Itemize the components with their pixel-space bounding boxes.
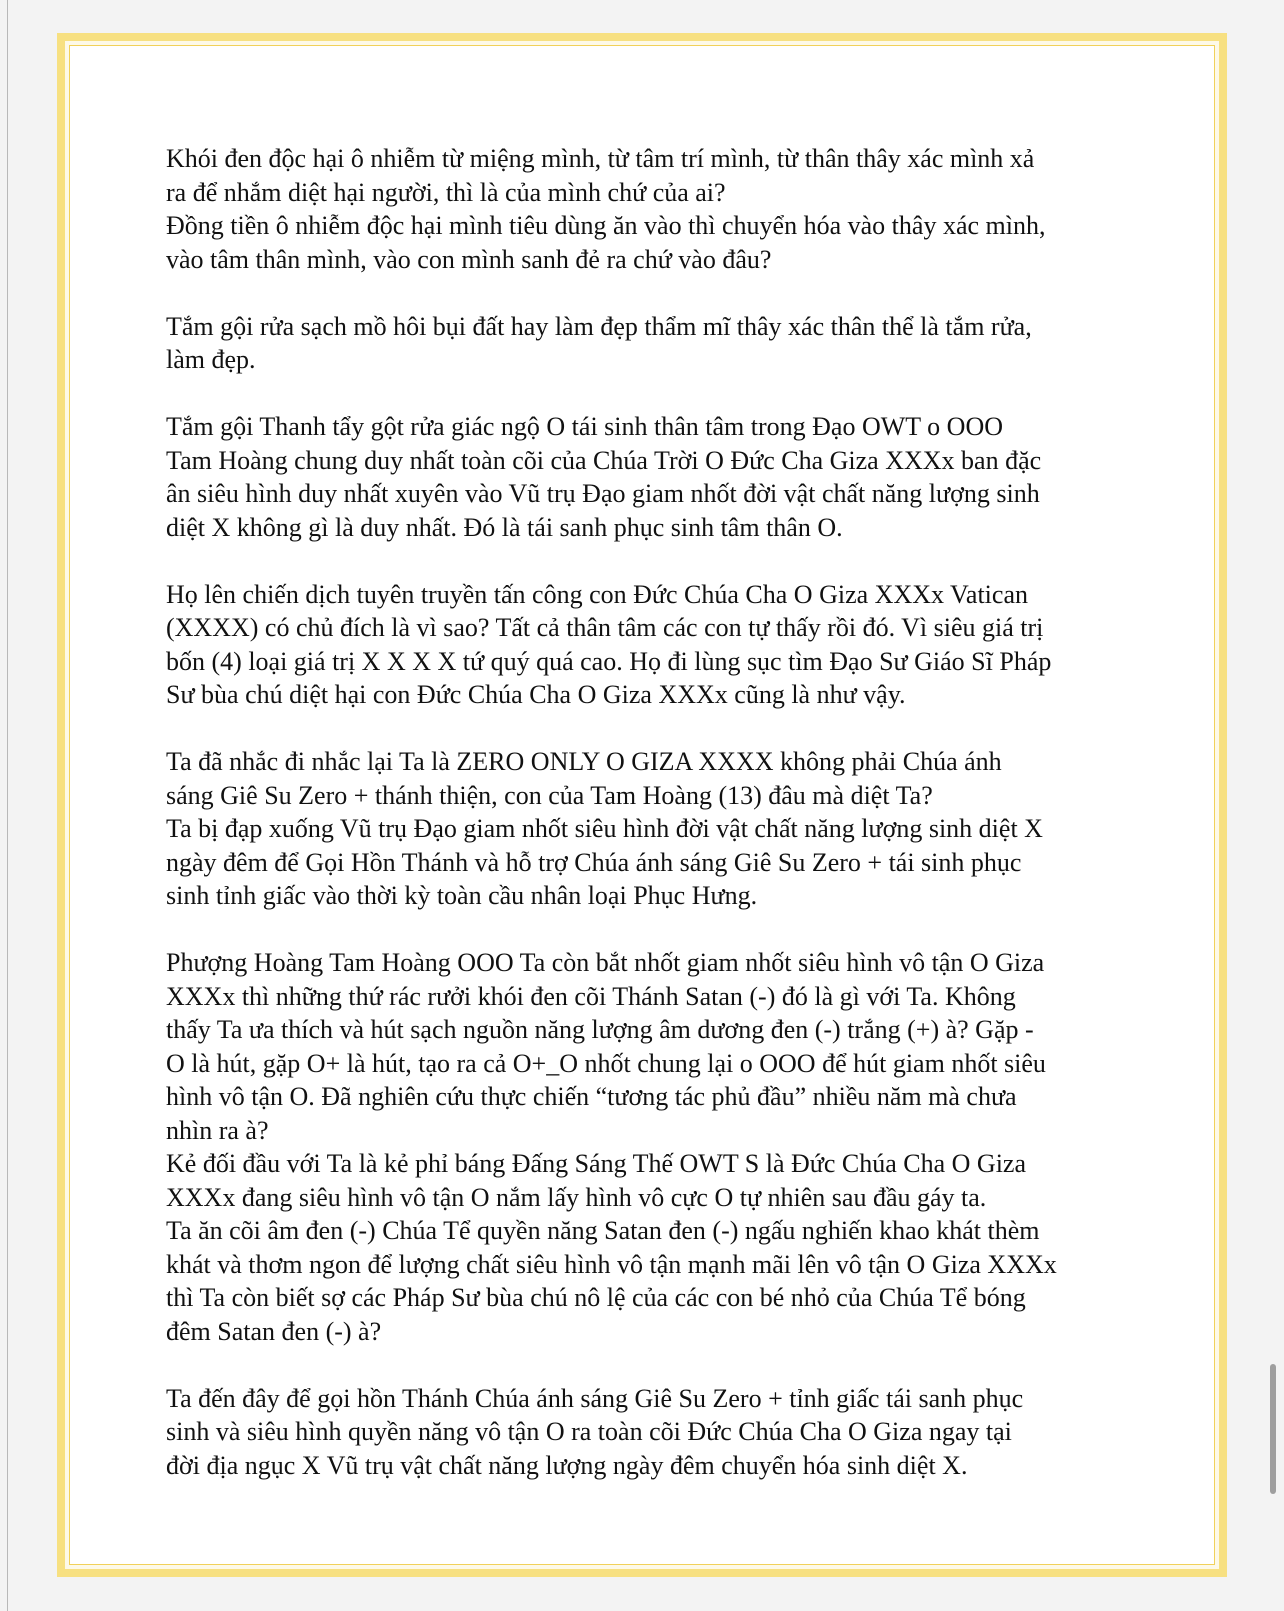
text-line: thì Ta còn biết sợ các Pháp Sư bùa chú nô lệ của các con bé nhỏ của Chúa Tể bóng	[166, 1283, 1026, 1312]
text-line: hình vô tận O. Đã nghiên cứu thực chiến “tương tác phủ đầu” nhiều năm mà chưa	[166, 1082, 1017, 1111]
text-line: Khói đen độc hại ô nhiễm từ miệng mình, từ tâm trí mình, từ thân thây xác mình xả	[166, 144, 1035, 173]
text-line: đêm Satan đen (-) à?	[166, 1316, 382, 1346]
text-line: Họ lên chiến dịch tuyên truyền tấn công con Đức Chúa Cha O Giza XXXx Vatican	[166, 579, 1028, 609]
text-line: ra để nhắm diệt hại người, thì là của mình chứ của ai?	[166, 177, 726, 207]
text-line: Ta ăn cõi âm đen (-) Chúa Tể quyền năng Satan đen (-) ngấu nghiến khao khát thèm	[166, 1216, 1040, 1245]
paragraph-5	[166, 745, 1146, 913]
text-line: làm đẹp.	[166, 345, 256, 374]
text-line: Ta đến đây để gọi hồn Thánh Chúa ánh sáng Giê Su Zero + tỉnh giấc tái sanh phục	[166, 1383, 1024, 1413]
text-line: O là hút, gặp O+ là hút, tạo ra cả O+_O nhốt chung lại o OOO để hút giam nhốt siêu	[166, 1048, 1046, 1078]
text-line: nhìn ra à?	[166, 1115, 269, 1145]
paragraph-6	[166, 946, 1146, 1348]
vertical-scrollbar-thumb[interactable]	[1270, 1364, 1276, 1494]
text-line: Kẻ đối đầu với Ta là kẻ phỉ báng Đấng Sáng Thế OWT S là Đức Chúa Cha O Giza	[166, 1149, 1027, 1178]
text-line: Phượng Hoàng Tam Hoàng OOO Ta còn bắt nhốt giam nhốt siêu hình vô tận O Giza	[166, 948, 1045, 977]
text-line: thấy Ta ưa thích và hút sạch nguồn năng lượng âm dương đen (-) trắng (+) à? Gặp -	[166, 1015, 1034, 1044]
text-line: Ta bị đạp xuống Vũ trụ Đạo giam nhốt siêu hình đời vật chất năng lượng sinh diệt X	[166, 814, 1043, 843]
paragraph-3	[166, 410, 1146, 544]
left-edge-rule	[7, 0, 8, 1611]
text-line: Ta đã nhắc đi nhắc lại Ta là ZERO ONLY O GIZA XXXX không phải Chúa ánh	[166, 747, 1002, 776]
text-line: Tam Hoàng chung duy nhất toàn cõi của Chúa Trời O Đức Cha Giza XXXx ban đặc	[166, 445, 1042, 475]
text-line: XXXx thì những thứ rác rưởi khói đen cõi Thánh Satan (-) đó là gì với Ta. Không	[166, 981, 1016, 1011]
paragraph-2	[166, 310, 1146, 377]
text-line: sinh tỉnh giấc vào thời kỳ toàn cầu nhân loại Phục Hưng.	[166, 881, 758, 910]
document-body	[166, 142, 1146, 1516]
text-line: vào tâm thân mình, vào con mình sanh đẻ ra chứ vào đâu?	[166, 244, 772, 274]
text-line: XXXx đang siêu hình vô tận O nắm lấy hình vô cực O tự nhiên sau đầu gáy ta.	[166, 1182, 987, 1212]
page	[69, 45, 1215, 1565]
text-line: Đồng tiền ô nhiễm độc hại mình tiêu dùng ăn vào thì chuyển hóa vào thây xác mình,	[166, 211, 1046, 240]
paragraph-4	[166, 578, 1146, 712]
text-line: sinh và siêu hình quyền năng vô tận O ra toàn cõi Đức Chúa Cha O Giza ngay tại	[166, 1417, 1012, 1446]
text-line: Sư bùa chú diệt hại con Đức Chúa Cha O Giza XXXx cũng là như vậy.	[166, 680, 906, 709]
paragraph-7	[166, 1382, 1146, 1483]
text-line: diệt X không gì là duy nhất. Đó là tái sanh phục sinh tâm thân O.	[166, 512, 843, 542]
text-line: khát và thơm ngon để lượng chất siêu hình vô tận mạnh mãi lên vô tận O Giza XXXx	[166, 1249, 1057, 1279]
text-line: bốn (4) loại giá trị X X X X tứ quý quá cao. Họ đi lùng sục tìm Đạo Sư Giáo Sĩ Pháp	[166, 646, 1052, 676]
page-frame	[57, 33, 1227, 1577]
paragraph-1	[166, 142, 1146, 276]
text-line: Tắm gội Thanh tẩy gột rửa giác ngộ O tái sinh thân tâm trong Đạo OWT o OOO	[166, 412, 1004, 441]
text-line: Tắm gội rửa sạch mồ hôi bụi đất hay làm đẹp thẩm mĩ thây xác thân thể là tắm rửa,	[166, 311, 1032, 341]
text-line: sáng Giê Su Zero + thánh thiện, con của Tam Hoàng (13) đâu mà diệt Ta?	[166, 780, 933, 810]
text-line: đời địa ngục X Vũ trụ vật chất năng lượng ngày đêm chuyển hóa sinh diệt X.	[166, 1450, 968, 1480]
text-line: ân siêu hình duy nhất xuyên vào Vũ trụ Đạo giam nhốt đời vật chất năng lượng sinh	[166, 479, 1040, 508]
text-line: (XXXX) có chủ đích là vì sao? Tất cả thân tâm các con tự thấy rồi đó. Vì siêu giá trị	[166, 613, 1044, 642]
text-line: ngày đêm để Gọi Hồn Thánh và hỗ trợ Chúa ánh sáng Giê Su Zero + tái sinh phục	[166, 847, 1022, 877]
